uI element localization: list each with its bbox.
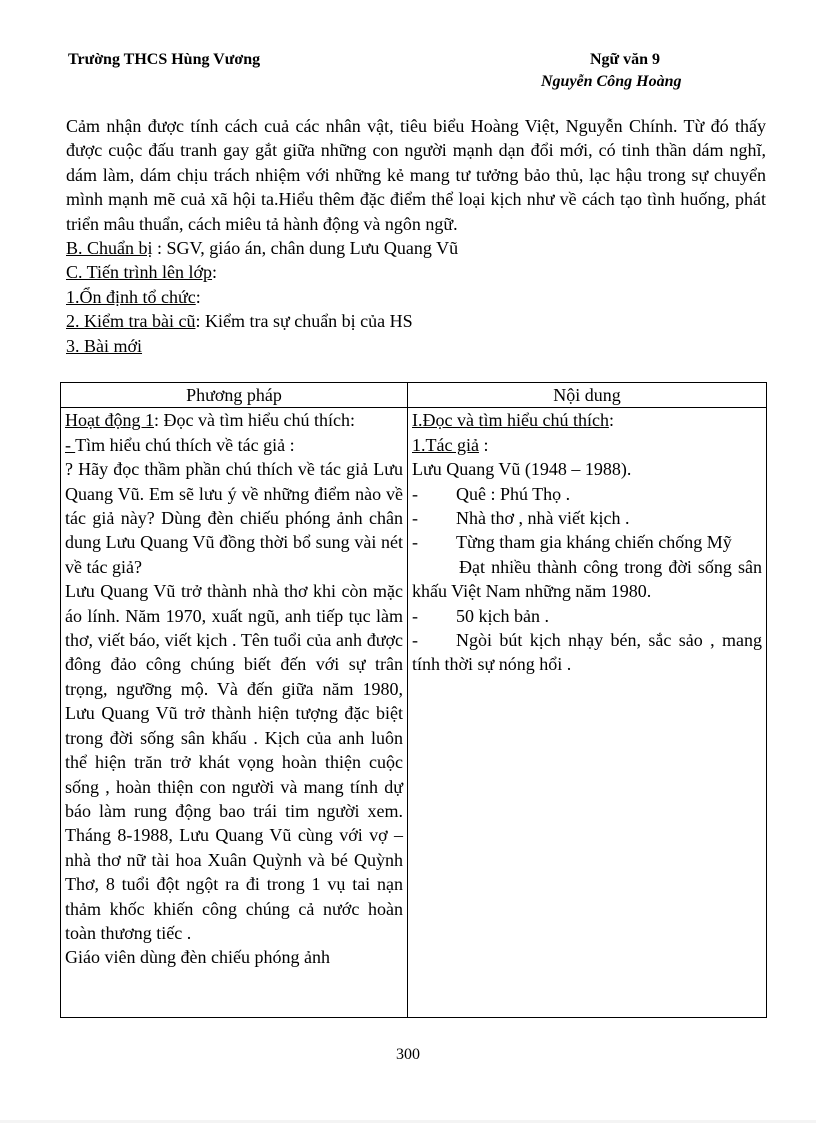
prep-label: B. Chuẩn bị xyxy=(66,238,153,259)
activity-text: : Đọc và tìm hiểu chú thích: xyxy=(154,410,355,431)
method-cell xyxy=(61,408,408,1018)
process-label: C. Tiến trình lên lớp xyxy=(66,262,213,283)
intro-section xyxy=(66,114,766,358)
table-row xyxy=(61,408,767,1018)
teacher-name: Nguyễn Công Hoàng xyxy=(541,73,682,90)
bio-text: Lưu Quang Vũ trở thành nhà thơ khi còn mặc áo lính. Năm 1970, xuất ngũ, anh tiếp tục làm thơ, viết báo, viết kịch . Tên tuổi của anh được đông đảo công chúng biết đến với sự trân trọng, ngưỡng mộ. Và đến giữa năm 1980, Lưu Quang Vũ trở thành hiện tượng đặc biệt trong đời sống sân khấu . Kịch của anh luôn thể hiện trăn trở khát vọng hoàn thiện cuộc sống , hoàn thiện con người và mang tính dự báo làm rung động bao trái tim người xem. Tháng 8-1988, Lưu Quang Vũ cùng với vợ – nhà thơ nữ tài hoa Xuân Quỳnh và bé Quỳnh Thơ, 8 tuổi đột ngột ra đi trong 1 vụ tai nạn thảm khốc khiến công chúng cả nước hoàn toàn thương tiếc . xyxy=(65,581,403,943)
step1-line xyxy=(66,285,766,309)
fact-item: - Từng tham gia kháng chiến chống Mỹ xyxy=(412,532,732,553)
fact-item: Đạt nhiều thành công trong đời sống sân khấu Việt Nam những năm 1980. xyxy=(412,556,762,602)
section-heading-line xyxy=(412,408,762,432)
activity-label: Hoạt động 1 xyxy=(65,410,154,431)
process-suffix: : xyxy=(212,262,218,283)
author-suffix: : xyxy=(478,434,489,455)
task-dash: - xyxy=(65,434,76,455)
section-suffix: : xyxy=(608,410,614,431)
step3-line xyxy=(66,334,766,358)
objective-paragraph: Cảm nhận được tính cách cuả các nhân vật, tiêu biểu Hoàng Việt, Nguyễn Chính. Từ đó thấy được cuộc đấu tranh gay gắt giữa những con người mạnh dạn đổi mới, có tinh thần dám nghĩ, dám làm, dám chịu trách nhiệm với những kẻ mang tư tưởng bảo thủ, lạc hậu trong sự chuyển mình mạnh mẽ cuả xã hội ta.Hiểu thêm đặc điểm thể loại kịch như về cách tạo tình huống, phát triển mâu thuẩn, cách miêu tả hành động và ngôn ngữ. xyxy=(66,116,766,234)
fact-item: - Nhà thơ , nhà viết kịch . xyxy=(412,508,630,529)
step1-suffix: : xyxy=(195,286,201,307)
step2-label: 2. Kiểm tra bài cũ xyxy=(66,311,196,332)
content-cell xyxy=(408,408,767,1018)
task-text: Tìm hiểu chú thích về tác giả : xyxy=(75,434,295,455)
fact-item: - 50 kịch bản . xyxy=(412,605,549,626)
author-name: Lưu Quang Vũ (1948 – 1988). xyxy=(412,459,632,480)
subject-label: Ngữ văn 9 xyxy=(590,51,661,68)
last-line-text: Giáo viên dùng đèn chiếu phóng ảnh xyxy=(65,947,330,968)
school-name: Trường THCS Hùng Vương xyxy=(68,51,261,68)
task-line xyxy=(65,433,403,457)
step2-text: : Kiểm tra sự chuẩn bị của HS xyxy=(195,311,413,332)
step1-label: 1.Ổn định tổ chức xyxy=(66,286,196,307)
page-number: 300 xyxy=(396,1046,420,1063)
method-column-header: Phương pháp xyxy=(61,383,408,408)
content-column-header: Nội dung xyxy=(408,383,767,408)
prep-line xyxy=(66,236,766,260)
step2-line xyxy=(66,309,766,333)
lesson-table xyxy=(60,382,767,1018)
process-line xyxy=(66,260,766,284)
section-heading: I.Đọc và tìm hiểu chú thích xyxy=(412,410,609,431)
question-text: ? Hãy đọc thầm phần chú thích về tác giả Lưu Quang Vũ. Em sẽ lưu ý về những điểm nào về tác giả này? Dùng đèn chiếu phóng ảnh chân dung Lưu Quang Vũ đồng thời bổ sung vài nét về tác giả? xyxy=(65,459,403,577)
step3-label: 3. Bài mới xyxy=(66,335,143,356)
table-header-row xyxy=(61,383,767,408)
author-heading: 1.Tác giả xyxy=(412,434,479,455)
prep-text: : SGV, giáo án, chân dung Lưu Quang Vũ xyxy=(152,238,459,259)
fact-item: - Ngòi bút kịch nhạy bén, sắc sảo , mang tính thời sự nóng hổi . xyxy=(412,630,762,675)
author-heading-line xyxy=(412,433,762,457)
activity-line xyxy=(65,408,403,432)
fact-item: - Quê : Phú Thọ . xyxy=(412,483,571,504)
